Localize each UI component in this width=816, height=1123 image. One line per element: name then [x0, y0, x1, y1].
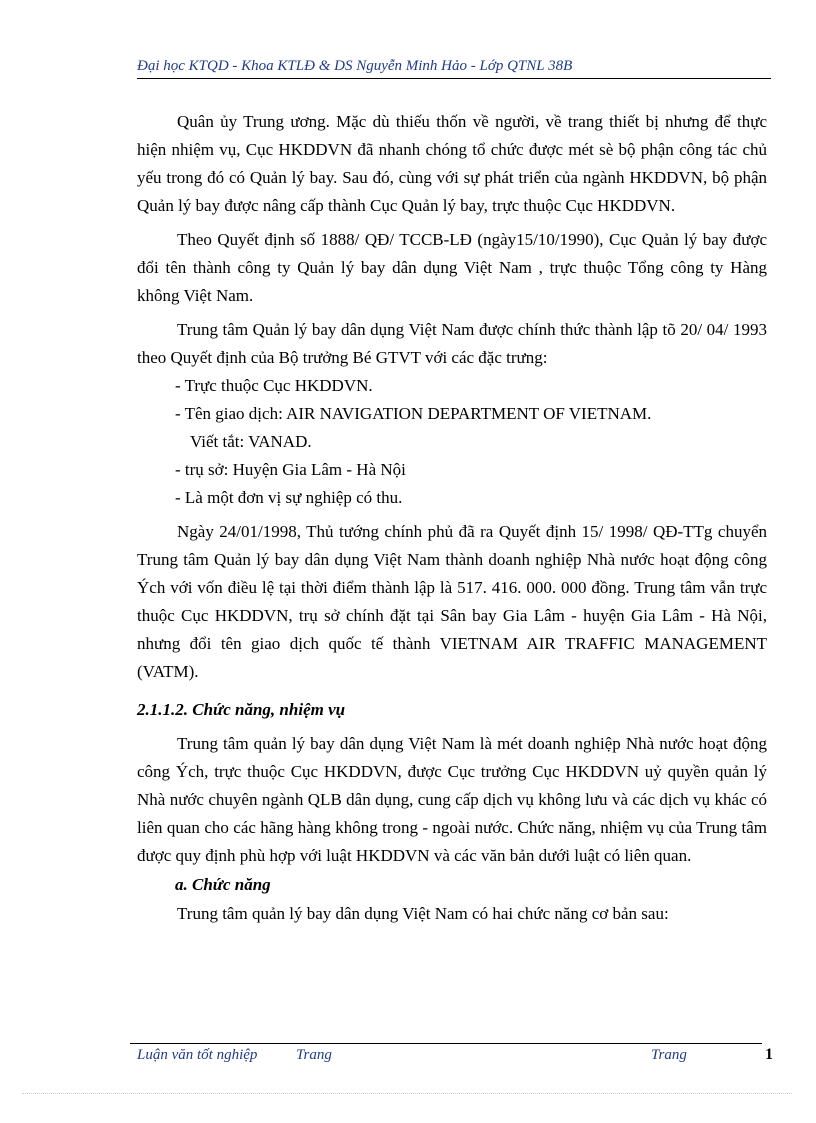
paragraph-6: Trung tâm quản lý bay dân dụng Việt Nam có hai chức năng cơ bản sau: [177, 904, 669, 923]
page-number: 1 [765, 1046, 773, 1063]
paragraph-4: Ngày 24/01/1998, Thủ tướng chính phủ đã ra Quyết định 15/ 1998/ QĐ-TTg chuyển Trung tâm Quản lý bay dân dụng Việt Nam thành doanh nghiệp Nhà nước hoạt động công Ých với vốn điều lệ tại thời điểm thành lập là 517. 416. 000. 000 đồng. Trung tâm vẫn trực thuộc Cục HKDDVN, trụ sở chính đặt tại Sân bay Gia Lâm - huyện Gia Lâm - Hà Nội, nhưng đổi tên giao dịch quốc tế thành VIETNAM AIR TRAFFIC MANAGEMENT (VATM). [137, 522, 767, 681]
footer-left: Luận văn tốt nghiệp [137, 1047, 258, 1063]
list-item: Viết tắt: VANAD. [190, 432, 312, 451]
header-divider [137, 78, 771, 79]
footer-right: Trang [651, 1047, 687, 1063]
document-body [137, 108, 767, 928]
subheading: a. Chức năng [175, 875, 271, 894]
section-heading: 2.1.1.2. Chức năng, nhiệm vụ [137, 700, 346, 719]
paragraph-5: Trung tâm quản lý bay dân dụng Việt Nam là mét doanh nghiệp Nhà nước hoạt động công Ých, trực thuộc Cục HKDDVN, được Cục trưởng Cục HKDDVN uỷ quyền quản lý Nhà nước chuyên ngành QLB dân dụng, cung cấp dịch vụ không lưu và các dịch vụ khác có liên quan cho các hãng hàng không trong - ngoài nước. Chức năng, nhiệm vụ của Trung tâm được quy định phù hợp với luật HKDDVN và các văn bản dưới luật có liên quan. [137, 734, 767, 865]
paragraph-3: Trung tâm Quản lý bay dân dụng Việt Nam được chính thức thành lập tõ 20/ 04/ 1993 theo Quyết định của Bộ trưởng Bé GTVT với các đặc trưng: [137, 320, 767, 367]
page-header: Đại học KTQD - Khoa KTLĐ & DS Nguyễn Minh Hảo - Lớp QTNL 38B [137, 58, 573, 74]
list-item: - Trực thuộc Cục HKDDVN. [175, 376, 373, 395]
page-bottom-border [22, 1093, 792, 1094]
footer-divider [130, 1043, 762, 1044]
list-item: - trụ sở: Huyện Gia Lâm - Hà Nội [175, 460, 406, 479]
list-item: - Là một đơn vị sự nghiệp có thu. [175, 488, 403, 507]
paragraph-1: Quân ủy Trung ương. Mặc dù thiếu thốn về người, về trang thiết bị nhưng để thực hiện nhiệm vụ, Cục HKDDVN đã nhanh chóng tổ chức được mét sè bộ phận công tác chủ yếu trong đó có Quản lý bay. Sau đó, cùng với sự phát triển của ngành HKDDVN, bộ phận Quản lý bay được nâng cấp thành Cục Quản lý bay, trực thuộc Cục HKDDVN. [137, 112, 767, 215]
paragraph-2: Theo Quyết định số 1888/ QĐ/ TCCB-LĐ (ngày15/10/1990), Cục Quản lý bay được đổi tên thành công ty Quản lý bay dân dụng Việt Nam , trực thuộc Tổng công ty Hàng không Việt Nam. [137, 230, 767, 305]
footer-middle: Trang [296, 1047, 332, 1063]
list-item: - Tên giao dịch: AIR NAVIGATION DEPARTMENT OF VIETNAM. [175, 404, 652, 423]
